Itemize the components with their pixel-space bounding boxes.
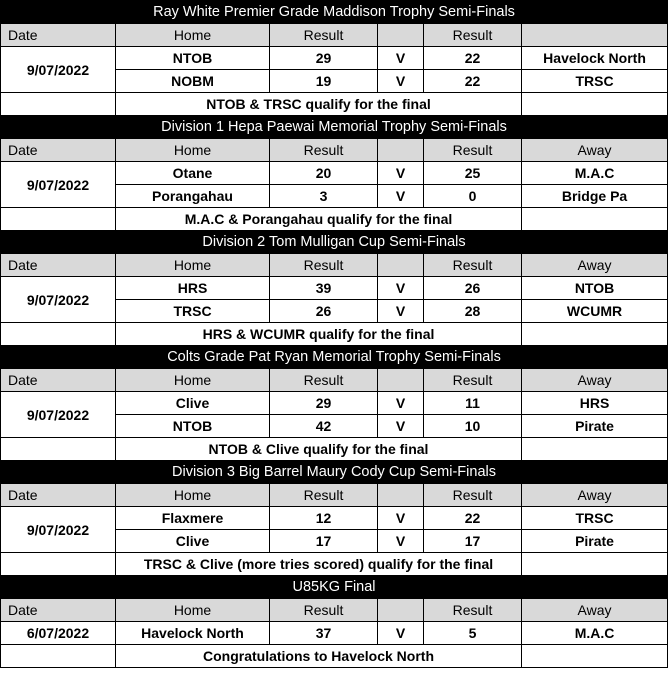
home-team: NTOB — [116, 415, 270, 438]
match-date: 6/07/2022 — [1, 622, 116, 645]
home-team: Clive — [116, 392, 270, 415]
header-away-result: Result — [424, 369, 522, 392]
match-row — [1, 277, 668, 300]
competition-title: Colts Grade Pat Ryan Memorial Trophy Semi-Finals — [1, 346, 668, 369]
column-header-row — [1, 484, 668, 507]
away-score: 26 — [424, 277, 522, 300]
competition-title-row — [1, 116, 668, 139]
header-date: Date — [1, 24, 116, 47]
header-vs — [378, 24, 424, 47]
away-score: 22 — [424, 70, 522, 93]
away-score: 17 — [424, 530, 522, 553]
qualification-note-row — [1, 93, 668, 116]
header-home: Home — [116, 254, 270, 277]
away-team: NTOB — [522, 277, 668, 300]
header-away: Away — [522, 369, 668, 392]
empty-cell — [522, 438, 668, 461]
away-team: TRSC — [522, 70, 668, 93]
competition-title: Division 2 Tom Mulligan Cup Semi-Finals — [1, 231, 668, 254]
header-date: Date — [1, 369, 116, 392]
header-away-result: Result — [424, 599, 522, 622]
away-score: 22 — [424, 47, 522, 70]
header-home-result: Result — [270, 24, 378, 47]
qualification-note-row — [1, 208, 668, 231]
empty-cell — [1, 208, 116, 231]
away-score: 28 — [424, 300, 522, 323]
versus-label: V — [378, 70, 424, 93]
match-row — [1, 392, 668, 415]
qualification-note: HRS & WCUMR qualify for the final — [116, 323, 522, 346]
home-team: NTOB — [116, 47, 270, 70]
empty-cell — [1, 645, 116, 668]
header-away-result: Result — [424, 484, 522, 507]
away-score: 25 — [424, 162, 522, 185]
versus-label: V — [378, 300, 424, 323]
header-home: Home — [116, 139, 270, 162]
home-score: 39 — [270, 277, 378, 300]
match-row — [1, 162, 668, 185]
home-team: TRSC — [116, 300, 270, 323]
home-score: 42 — [270, 415, 378, 438]
header-away: Away — [522, 139, 668, 162]
home-score: 29 — [270, 392, 378, 415]
qualification-note-row — [1, 645, 668, 668]
qualification-note-row — [1, 323, 668, 346]
empty-cell — [522, 323, 668, 346]
match-date: 9/07/2022 — [1, 162, 116, 208]
versus-label: V — [378, 162, 424, 185]
header-vs — [378, 254, 424, 277]
versus-label: V — [378, 415, 424, 438]
home-score: 20 — [270, 162, 378, 185]
competition-title-row — [1, 1, 668, 24]
header-home: Home — [116, 484, 270, 507]
versus-label: V — [378, 47, 424, 70]
match-date: 9/07/2022 — [1, 507, 116, 553]
competition-title-row — [1, 231, 668, 254]
competition-title-row — [1, 346, 668, 369]
empty-cell — [1, 323, 116, 346]
header-away — [522, 24, 668, 47]
home-team: HRS — [116, 277, 270, 300]
versus-label: V — [378, 622, 424, 645]
home-score: 37 — [270, 622, 378, 645]
header-away: Away — [522, 599, 668, 622]
away-team: M.A.C — [522, 622, 668, 645]
competition-title: Ray White Premier Grade Maddison Trophy Semi-Finals — [1, 1, 668, 24]
qualification-note: NTOB & TRSC qualify for the final — [116, 93, 522, 116]
home-score: 3 — [270, 185, 378, 208]
away-score: 11 — [424, 392, 522, 415]
header-vs — [378, 369, 424, 392]
versus-label: V — [378, 277, 424, 300]
column-header-row — [1, 24, 668, 47]
match-date: 9/07/2022 — [1, 47, 116, 93]
match-row — [1, 622, 668, 645]
qualification-note: TRSC & Clive (more tries scored) qualify for the final — [116, 553, 522, 576]
header-vs — [378, 599, 424, 622]
away-team: Bridge Pa — [522, 185, 668, 208]
empty-cell — [1, 438, 116, 461]
home-score: 19 — [270, 70, 378, 93]
header-home: Home — [116, 599, 270, 622]
away-score: 10 — [424, 415, 522, 438]
competition-title: Division 1 Hepa Paewai Memorial Trophy Semi-Finals — [1, 116, 668, 139]
empty-cell — [522, 645, 668, 668]
home-score: 29 — [270, 47, 378, 70]
competition-title: U85KG Final — [1, 576, 668, 599]
away-team: HRS — [522, 392, 668, 415]
header-date: Date — [1, 484, 116, 507]
match-row — [1, 47, 668, 70]
away-team: Pirate — [522, 415, 668, 438]
competition-title: Division 3 Big Barrel Maury Cody Cup Semi-Finals — [1, 461, 668, 484]
header-away: Away — [522, 484, 668, 507]
versus-label: V — [378, 392, 424, 415]
empty-cell — [522, 208, 668, 231]
home-team: Clive — [116, 530, 270, 553]
header-home-result: Result — [270, 599, 378, 622]
away-team: WCUMR — [522, 300, 668, 323]
qualification-note: NTOB & Clive qualify for the final — [116, 438, 522, 461]
header-home-result: Result — [270, 484, 378, 507]
header-away-result: Result — [424, 254, 522, 277]
header-home-result: Result — [270, 139, 378, 162]
column-header-row — [1, 254, 668, 277]
header-date: Date — [1, 254, 116, 277]
competition-title-row — [1, 461, 668, 484]
header-vs — [378, 139, 424, 162]
away-score: 5 — [424, 622, 522, 645]
away-score: 22 — [424, 507, 522, 530]
header-away: Away — [522, 254, 668, 277]
home-team: Otane — [116, 162, 270, 185]
versus-label: V — [378, 507, 424, 530]
home-team: Porangahau — [116, 185, 270, 208]
empty-cell — [1, 553, 116, 576]
empty-cell — [1, 93, 116, 116]
home-team: Flaxmere — [116, 507, 270, 530]
column-header-row — [1, 139, 668, 162]
match-row — [1, 507, 668, 530]
away-team: TRSC — [522, 507, 668, 530]
home-team: NOBM — [116, 70, 270, 93]
header-away-result: Result — [424, 24, 522, 47]
header-home: Home — [116, 24, 270, 47]
away-team: Havelock North — [522, 47, 668, 70]
competition-title-row — [1, 576, 668, 599]
home-team: Havelock North — [116, 622, 270, 645]
header-vs — [378, 484, 424, 507]
away-team: Pirate — [522, 530, 668, 553]
qualification-note-row — [1, 438, 668, 461]
header-home-result: Result — [270, 369, 378, 392]
header-home-result: Result — [270, 254, 378, 277]
header-home: Home — [116, 369, 270, 392]
away-team: M.A.C — [522, 162, 668, 185]
match-date: 9/07/2022 — [1, 277, 116, 323]
empty-cell — [522, 93, 668, 116]
home-score: 17 — [270, 530, 378, 553]
home-score: 12 — [270, 507, 378, 530]
home-score: 26 — [270, 300, 378, 323]
header-date: Date — [1, 139, 116, 162]
empty-cell — [522, 553, 668, 576]
header-date: Date — [1, 599, 116, 622]
qualification-note: M.A.C & Porangahau qualify for the final — [116, 208, 522, 231]
qualification-note: Congratulations to Havelock North — [116, 645, 522, 668]
column-header-row — [1, 369, 668, 392]
match-date: 9/07/2022 — [1, 392, 116, 438]
away-score: 0 — [424, 185, 522, 208]
column-header-row — [1, 599, 668, 622]
versus-label: V — [378, 185, 424, 208]
qualification-note-row — [1, 553, 668, 576]
header-away-result: Result — [424, 139, 522, 162]
versus-label: V — [378, 530, 424, 553]
